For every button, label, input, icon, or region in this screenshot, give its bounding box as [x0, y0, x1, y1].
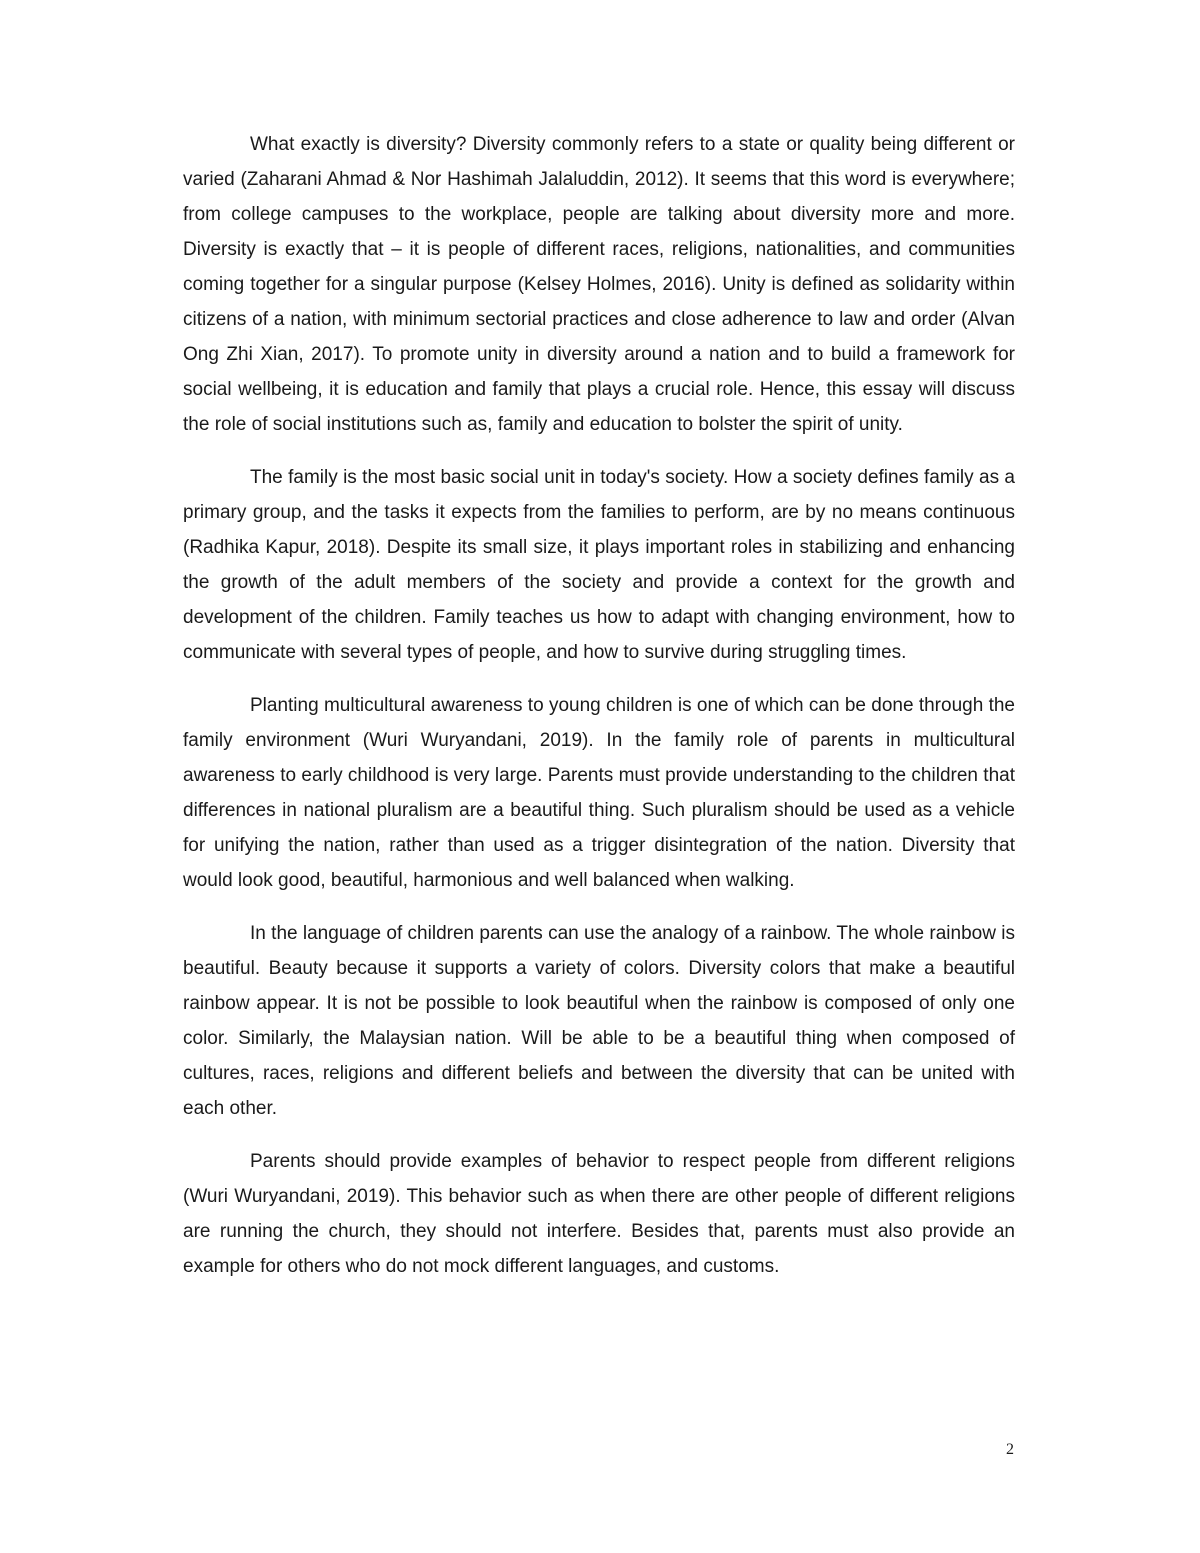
paragraph-3: Planting multicultural awareness to young children is one of which can be done through the family environment (Wuri Wuryandani, 2019). In the family role of parents in multicultural awareness to early childhood is very large. Parents must provide understanding to the children that differences in national pluralism are a beautiful thing. Such pluralism should be used as a vehicle for unifying the nation, rather than used as a trigger disintegration of the nation. Diversity that would look good, beautiful, harmonious and well balanced when walking.	[183, 695, 1015, 891]
paragraph-1: What exactly is diversity? Diversity commonly refers to a state or quality being different or varied (Zaharani Ahmad & Nor Hashimah Jalaluddin, 2012). It seems that this word is everywhere; from college campuses to the workplace, people are talking about diversity more and more. Diversity is exactly that – it is people of different races, religions, nationalities, and communities coming together for a singular purpose (Kelsey Holmes, 2016). Unity is defined as solidarity within citizens of a nation, with minimum sectorial practices and close adherence to law and order (Alvan Ong Zhi Xian, 2017). To promote unity in diversity around a nation and to build a framework for social wellbeing, it is education and family that plays a crucial role. Hence, this essay will discuss the role of social institutions such as, family and education to bolster the spirit of unity.	[183, 134, 1015, 435]
paragraph-4: In the language of children parents can use the analogy of a rainbow. The whole rainbow is beautiful. Beauty because it supports a variety of colors. Diversity colors that make a beautiful rainbow appear. It is not be possible to look beautiful when the rainbow is composed of only one color. Similarly, the Malaysian nation. Will be able to be a beautiful thing when composed of cultures, races, religions and different beliefs and between the diversity that can be united with each other.	[183, 923, 1015, 1119]
document-body	[183, 127, 1015, 1302]
paragraph-5: Parents should provide examples of behavior to respect people from different religions (Wuri Wuryandani, 2019). This behavior such as when there are other people of different religions are running the church, they should not interfere. Besides that, parents must also provide an example for others who do not mock different languages, and customs.	[183, 1151, 1015, 1277]
paragraph-2: The family is the most basic social unit in today's society. How a society defines family as a primary group, and the tasks it expects from the families to perform, are by no means continuous (Radhika Kapur, 2018). Despite its small size, it plays important roles in stabilizing and enhancing the growth of the adult members of the society and provide a context for the growth and development of the children. Family teaches us how to adapt with changing environment, how to communicate with several types of people, and how to survive during struggling times.	[183, 467, 1015, 663]
page-number: 2	[1006, 1441, 1014, 1458]
